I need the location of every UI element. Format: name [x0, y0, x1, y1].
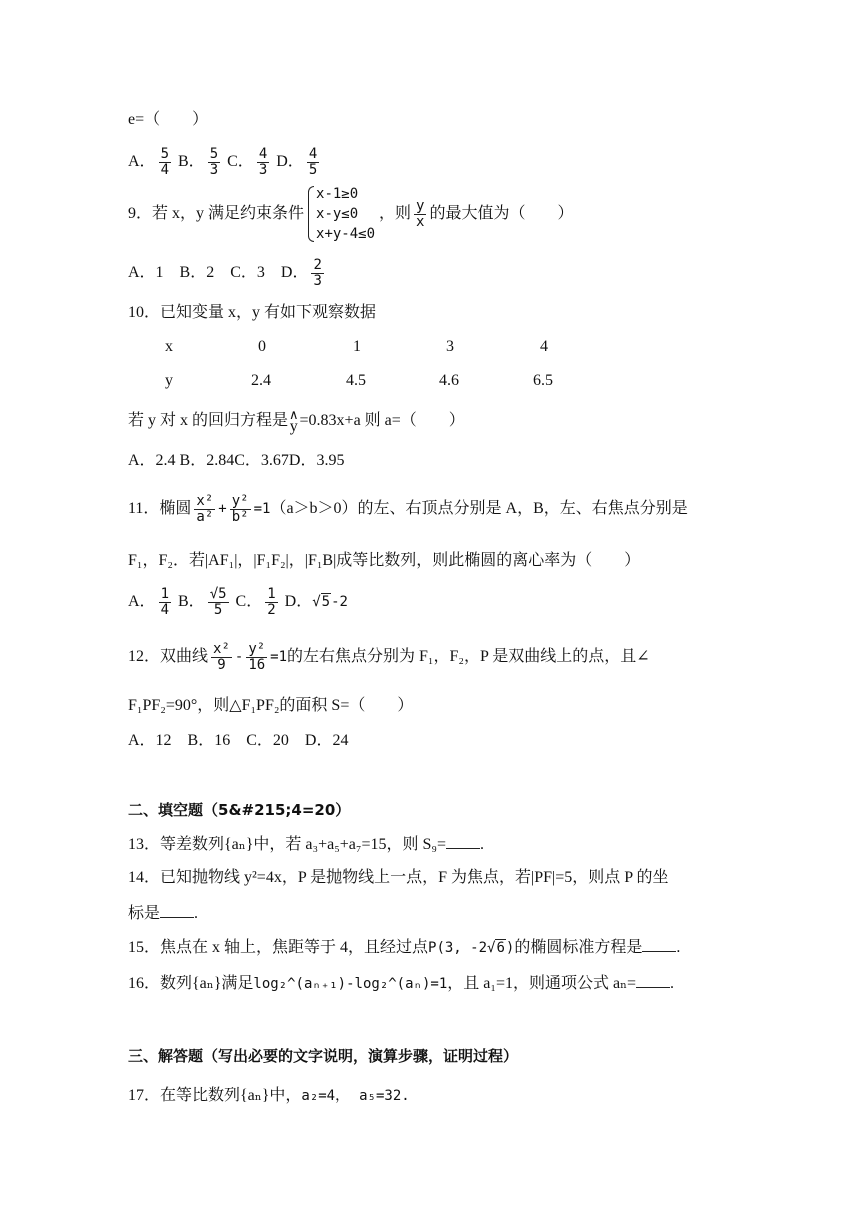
q12-term2-fraction: $\frac{\text{y²}}{16}$ — [248, 640, 266, 673]
q13-tail: . — [480, 836, 484, 853]
q14-stem-line2 — [128, 903, 198, 924]
q12-term1-fraction: $\frac{\text{x²}}{9}$ — [213, 640, 230, 673]
q10-stem: 10．已知变量 x，y 有如下观察数据 — [128, 304, 377, 321]
q11-option-a-label: A． — [128, 593, 156, 610]
q8-option-a-label: A． — [128, 153, 156, 170]
q9-mid: ，则 — [379, 205, 412, 222]
q17-a2: a₂=4， — [301, 1088, 350, 1104]
q11-option-c-label: C． — [235, 593, 263, 610]
section-3-title: 三、解答题（写出必要的文字说明，演算步骤，证明过程） — [128, 1047, 519, 1065]
q14-answer-blank[interactable] — [160, 903, 194, 918]
q8-option-a-fraction: $\frac{5}{4}$ — [160, 145, 169, 178]
q11-term1-fraction: $\frac{\text{x²}}{\text{a²}}$ — [196, 492, 214, 525]
q12-stem-line2: F₁PF₂=90°，则△F₁PF₂的面积 S=（ ） — [128, 697, 414, 714]
q11-stem-line2: F₁，F₂．若|AF₁|，|F₁F₂|，|F₁B|成等比数列，则此椭圆的离心率为（ ） — [128, 552, 641, 569]
q9-constraint-2: x-y≤0 — [316, 206, 359, 223]
table-x-value: 0 — [258, 338, 266, 355]
q9-objective-fraction: $\frac{y}{x}$ — [416, 197, 425, 230]
q15-answer-blank[interactable] — [642, 937, 676, 952]
q11-line1-suffix: （a＞b＞0）的左、右顶点分别是 A，B，左、右焦点分别是 — [270, 500, 688, 517]
q11-option-d-expression: √5-2 — [312, 594, 348, 610]
q11-prefix: 11．椭圆 — [128, 500, 192, 517]
q11-term2-fraction: $\frac{\text{y²}}{\text{b²}}$ — [231, 492, 249, 525]
table-x-value: 1 — [353, 338, 361, 355]
q9-constraint-3: x+y-4≤0 — [316, 226, 376, 243]
q13-answer-blank[interactable] — [446, 834, 480, 849]
q10-eq-prefix: 若 y 对 x 的回归方程是 — [128, 412, 289, 429]
q12-minus: - — [234, 649, 244, 665]
q8-option-b-fraction: $\frac{5}{3}$ — [209, 145, 219, 178]
q10-eq-suffix: =0.83x+a 则 a=（ ） — [299, 412, 465, 429]
q16-log-expression: log₂^(aₙ₊₁)-log₂^(aₙ)=1 — [253, 976, 448, 992]
table-y-value: 2.4 — [251, 372, 271, 389]
table-x-label: x — [165, 338, 173, 355]
table-y-value: 4.6 — [439, 372, 459, 389]
q17-stem — [128, 1086, 410, 1106]
q8-option-b-label: B． — [178, 153, 205, 170]
q15-stem — [128, 935, 680, 961]
q11-stem-line1 — [128, 486, 688, 532]
q8-option-d-fraction: $\frac{4}{5}$ — [308, 145, 318, 178]
q11-option-d-label: D． — [284, 593, 313, 610]
q11-plus: + — [218, 501, 227, 517]
q12-stem-line1 — [128, 634, 650, 680]
q17-a5: a₅=32. — [359, 1088, 410, 1104]
q16-suffix: ，且 a₁=1，则通项公式 aₙ= — [447, 975, 637, 992]
q15-tail: . — [676, 939, 681, 956]
table-y-value: 4.5 — [346, 372, 366, 389]
q9-options-text: A．1 B．2 C．3 D． — [128, 264, 309, 281]
q12-prefix: 12．双曲线 — [128, 648, 209, 665]
table-y-label: y — [165, 372, 173, 389]
q9-options — [128, 256, 327, 290]
q10-regression — [128, 406, 465, 436]
q8-option-c-label: C． — [227, 153, 254, 170]
table-y-value: 6.5 — [533, 372, 553, 389]
q11-option-b-fraction: $\frac{√5}{5}$ — [209, 585, 227, 618]
q12-eq: =1 — [270, 649, 288, 665]
q16-answer-blank[interactable] — [636, 973, 670, 988]
q8-stem-tail: e=（ ） — [128, 111, 209, 128]
q8-option-d-label: D． — [276, 153, 304, 170]
q15-prefix: 15．焦点在 x 轴上，焦距等于 4，且经过点 — [128, 939, 429, 956]
q14-stem-line1: 14．已知抛物线 y²=4x，P 是抛物线上一点，F 为焦点，若|PF|=5，则点 P 的坐 — [128, 869, 669, 886]
q13-stem — [128, 834, 484, 855]
q15-point-expression: P(3, -2√6) — [428, 940, 515, 956]
q10-y-hat: ∧ y — [289, 407, 299, 436]
q9-constraint-1: x-1≥0 — [316, 186, 359, 203]
q14-tail: . — [194, 905, 199, 922]
q9-stem — [128, 182, 574, 246]
q9-prefix: 9．若 x，y 满足约束条件 — [128, 205, 305, 222]
q11-option-a-fraction: $\frac{1}{4}$ — [160, 585, 169, 618]
q11-eq: =1 — [253, 501, 271, 517]
q16-tail: . — [670, 975, 675, 992]
q16-stem — [128, 968, 674, 1000]
table-x-value: 3 — [446, 338, 454, 355]
q10-options: A．2.4 B．2.84C．3.67D．3.95 — [128, 452, 345, 469]
table-x-value: 4 — [540, 338, 548, 355]
q9-suffix: 的最大值为（ ） — [429, 205, 574, 222]
q11-option-c-fraction: $\frac{1}{2}$ — [267, 585, 276, 618]
q14-line2-text: 标是 — [128, 905, 161, 922]
q16-prefix: 16．数列{aₙ}满足 — [128, 975, 254, 992]
q12-line1-suffix: 的左右焦点分别为 F₁，F₂，P 是双曲线上的点，且∠ — [287, 648, 650, 665]
q11-option-b-label: B． — [178, 593, 205, 610]
q9-constraint-system — [308, 184, 375, 244]
section-2-title: 二、填空题（5&#215;4=20） — [128, 801, 351, 819]
q11-options — [128, 582, 348, 622]
q12-options: A．12 B．16 C．20 D．24 — [128, 732, 349, 749]
q17-prefix: 17．在等比数列{aₙ}中， — [128, 1087, 302, 1104]
q9-option-d-fraction: $\frac{2}{3}$ — [313, 256, 322, 289]
q15-suffix: 的椭圆标准方程是 — [514, 939, 643, 956]
q8-options — [128, 145, 322, 179]
q13-text: 13．等差数列{aₙ}中，若 a₃+a₅+a₇=15，则 S₉= — [128, 836, 446, 853]
q8-option-c-fraction: $\frac{4}{3}$ — [258, 145, 268, 178]
